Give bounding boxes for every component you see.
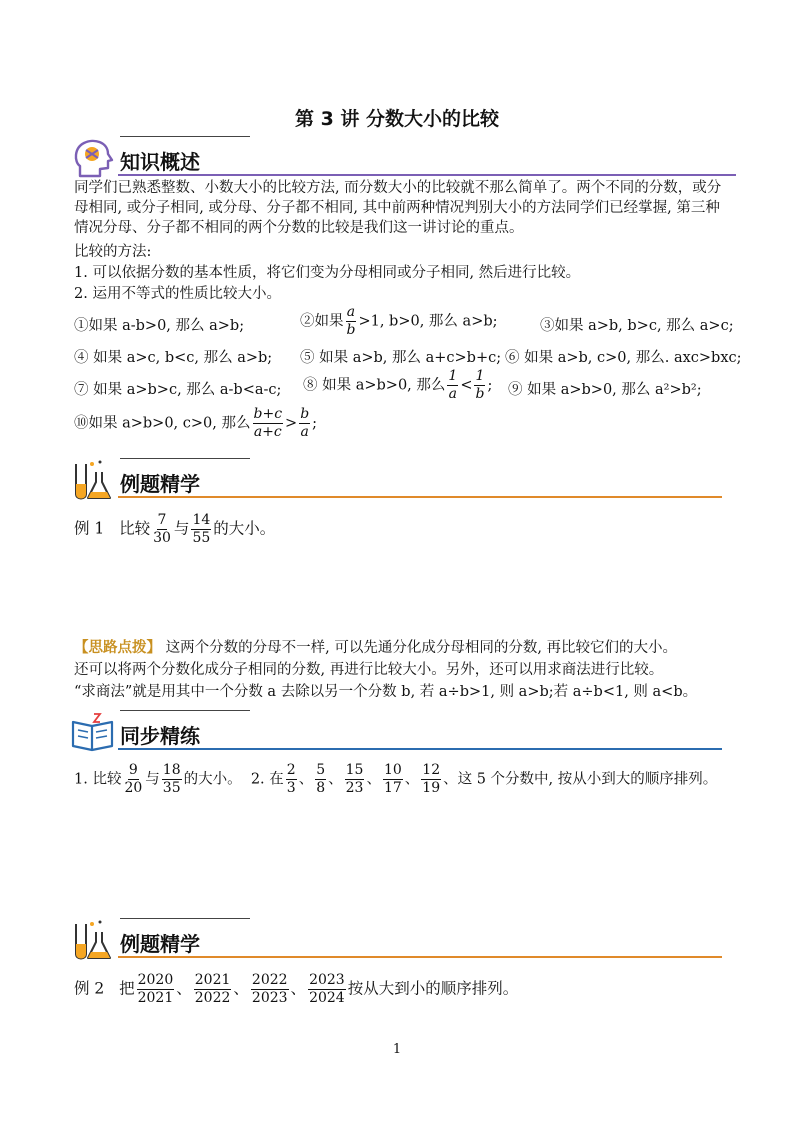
fraction-1-over-a xyxy=(447,368,458,403)
separator: 、 xyxy=(366,771,381,788)
fraction-numerator: b xyxy=(300,406,310,422)
section-header-example1 xyxy=(70,458,730,502)
section-label-example1: 例题精学 xyxy=(120,472,200,496)
fraction-numerator: 2022 xyxy=(251,972,288,988)
rule-9: ⑨ 如果 a>b>0, 那么 a²>b²; xyxy=(508,382,702,398)
fraction-denominator: 3 xyxy=(286,780,296,796)
example1-question xyxy=(74,512,275,547)
hint-text-1: 这两个分数的分母不一样, 可以先通分化成分母相同的分数, 再比较它们的大小。 xyxy=(165,640,678,656)
fraction-numerator: 2023 xyxy=(309,972,345,988)
fraction-1-over-b xyxy=(474,368,485,403)
hint-line-3: “求商法”就是用其中一个分数 a 去除以另一个分数 b, 若 a÷b>1, 则 a>b;若 a÷b<1, 则 a<b。 xyxy=(74,684,698,700)
fraction-2021-over-2022 xyxy=(194,972,232,1007)
header-top-rule xyxy=(120,136,250,137)
fraction-numerator: a xyxy=(346,304,356,320)
fraction-denominator: 2024 xyxy=(309,990,345,1006)
example2-label: 例 2 xyxy=(74,979,105,998)
section-header-practice xyxy=(70,710,730,754)
open-book-icon xyxy=(70,710,116,754)
separator: 、 xyxy=(176,979,192,998)
fraction-5-over-8 xyxy=(315,762,326,797)
example2-pre: 把 xyxy=(119,979,135,998)
separator: 、 xyxy=(298,771,314,788)
lab-flask-icon xyxy=(70,918,116,962)
fraction-7-over-30 xyxy=(152,512,172,547)
fraction-numerator: 1 xyxy=(448,368,458,384)
header-bottom-rule xyxy=(118,956,722,958)
fraction-numerator: 18 xyxy=(162,762,181,778)
fraction-2020-over-2021 xyxy=(137,972,175,1007)
section-header-overview xyxy=(70,136,610,180)
fraction-denominator: 8 xyxy=(316,780,326,796)
page-number: 1 xyxy=(392,1042,402,1057)
rule-2-pre: ②如果 xyxy=(300,313,344,330)
header-top-rule xyxy=(120,918,250,919)
fraction-a-over-b xyxy=(346,304,357,339)
rule-6: ⑥ 如果 a>b, c>0, 那么. axc>bxc; xyxy=(505,350,742,366)
rule-1: ①如果 a-b>0, 那么 a>b; xyxy=(74,318,245,334)
fraction-2023-over-2024 xyxy=(308,972,346,1007)
fraction-numerator: b+c xyxy=(253,406,283,422)
fraction-numerator: 15 xyxy=(345,762,364,778)
header-bottom-rule xyxy=(118,174,736,176)
header-top-rule xyxy=(120,710,250,711)
fraction-2022-over-2023 xyxy=(251,972,289,1007)
fraction-15-over-23 xyxy=(345,762,365,797)
rule-8-mid: < xyxy=(460,377,473,394)
page-title: 第 3 讲 分数大小的比较 xyxy=(294,108,500,130)
overview-intro: 同学们已熟悉整数、小数大小的比较方法, 而分数大小的比较就不那么简单了。两个不同的分数，或分母相同, 或分子相同, 或分母、分子都不相同, 其中前两种情况判别大小的方法同学们已经掌握, 第三种情况分母、分子都不相同的两个分数的比较是我们这一讲讨论的重点。 xyxy=(74,180,722,236)
rule-10-post: ; xyxy=(312,415,318,432)
lab-flask-icon xyxy=(70,458,116,502)
methods-title: 比较的方法: xyxy=(74,244,152,260)
rule-5: ⑤ 如果 a>b, 那么 a+c>b+c; xyxy=(300,350,502,366)
fraction-denominator: b xyxy=(475,386,485,402)
practice-q1-mid: 与 xyxy=(145,771,160,788)
separator: 、 xyxy=(328,771,343,788)
example2-question xyxy=(74,972,518,1007)
fraction-denominator: b xyxy=(346,322,356,338)
example2-post: 按从大到小的顺序排列。 xyxy=(347,979,519,998)
rule-4: ④ 如果 a>c, b<c, 那么 a>b; xyxy=(74,350,273,366)
hint-line-2: 还可以将两个分数化成分子相同的分数, 再进行比较大小。另外，还可以用求商法进行比较。 xyxy=(74,662,664,678)
example1-pre: 比较 xyxy=(119,519,151,538)
method-1: 1. 可以依据分数的基本性质，将它们变为分母相同或分子相同, 然后进行比较。 xyxy=(74,265,581,281)
fraction-denominator: 20 xyxy=(124,780,143,796)
rule-10-mid: > xyxy=(285,415,298,432)
practice-questions xyxy=(74,762,717,797)
fraction-denominator: a xyxy=(448,386,458,402)
fraction-bc-over-ac xyxy=(253,406,284,441)
rule-7: ⑦ 如果 a>b>c, 那么 a-b<a-c; xyxy=(74,382,282,398)
rule-2 xyxy=(300,304,498,339)
example1-mid: 与 xyxy=(173,519,190,538)
method-2: 2. 运用不等式的性质比较大小。 xyxy=(74,286,281,302)
example1-post: 的大小。 xyxy=(213,519,276,538)
section-label-example2: 例题精学 xyxy=(120,932,200,956)
fraction-numerator: 2021 xyxy=(194,972,231,988)
fraction-denominator: 35 xyxy=(162,780,181,796)
separator: 、 xyxy=(290,979,307,998)
practice-q2-pre: 2. 在 xyxy=(250,771,284,788)
header-bottom-rule xyxy=(118,496,722,498)
section-label-overview: 知识概述 xyxy=(120,150,200,174)
example1-label: 例 1 xyxy=(74,519,105,538)
fraction-denominator: 2021 xyxy=(137,990,174,1006)
fraction-numerator: 1 xyxy=(475,368,485,384)
fraction-9-over-20 xyxy=(123,762,143,797)
separator: 、 xyxy=(233,979,249,998)
fraction-numerator: 10 xyxy=(383,762,402,778)
rule-2-post: >1, b>0, 那么 a>b; xyxy=(358,313,498,330)
fraction-numerator: 14 xyxy=(192,512,211,528)
brain-head-icon xyxy=(70,136,116,180)
fraction-denominator: 2023 xyxy=(251,990,288,1006)
rule-10-pre: ⑩如果 a>b>0, c>0, 那么 xyxy=(74,415,251,432)
fraction-12-over-19 xyxy=(421,762,441,797)
rule-8 xyxy=(303,368,492,403)
fraction-denominator: a xyxy=(300,424,309,440)
fraction-denominator: a+c xyxy=(253,424,282,440)
fraction-denominator: 19 xyxy=(422,780,441,796)
fraction-numerator: 2020 xyxy=(137,972,174,988)
separator: 、 xyxy=(404,771,420,788)
fraction-18-over-35 xyxy=(162,762,182,797)
rule-8-post: ; xyxy=(487,377,493,394)
header-top-rule xyxy=(120,458,250,459)
fraction-denominator: 30 xyxy=(153,530,171,546)
rule-10 xyxy=(74,406,317,441)
fraction-numerator: 12 xyxy=(422,762,441,778)
section-label-practice: 同步精练 xyxy=(120,724,200,748)
rule-8-pre: ⑧ 如果 a>b>0, 那么 xyxy=(303,377,446,394)
practice-q1-pre: 1. 比较 xyxy=(74,771,122,788)
fraction-denominator: 55 xyxy=(192,530,211,546)
hint-line-1 xyxy=(74,636,677,657)
fraction-numerator: 7 xyxy=(157,512,167,528)
fraction-2-over-3 xyxy=(286,762,297,797)
fraction-14-over-55 xyxy=(191,512,211,547)
fraction-denominator: 2022 xyxy=(194,990,231,1006)
fraction-denominator: 23 xyxy=(345,780,364,796)
fraction-numerator: 5 xyxy=(316,762,326,778)
fraction-denominator: 17 xyxy=(383,780,402,796)
fraction-numerator: 9 xyxy=(128,762,138,778)
header-bottom-rule xyxy=(118,748,722,750)
practice-q2-post: 、这 5 个分数中, 按从小到大的顺序排列。 xyxy=(443,771,718,788)
section-header-example2 xyxy=(70,918,730,962)
fraction-10-over-17 xyxy=(383,762,403,797)
practice-q1-post: 的大小。 xyxy=(183,771,242,788)
fraction-numerator: 2 xyxy=(286,762,296,778)
hint-tag: 【思路点拨】 xyxy=(74,639,161,656)
rule-3: ③如果 a>b, b>c, 那么 a>c; xyxy=(540,318,734,334)
fraction-b-over-a xyxy=(299,406,310,441)
